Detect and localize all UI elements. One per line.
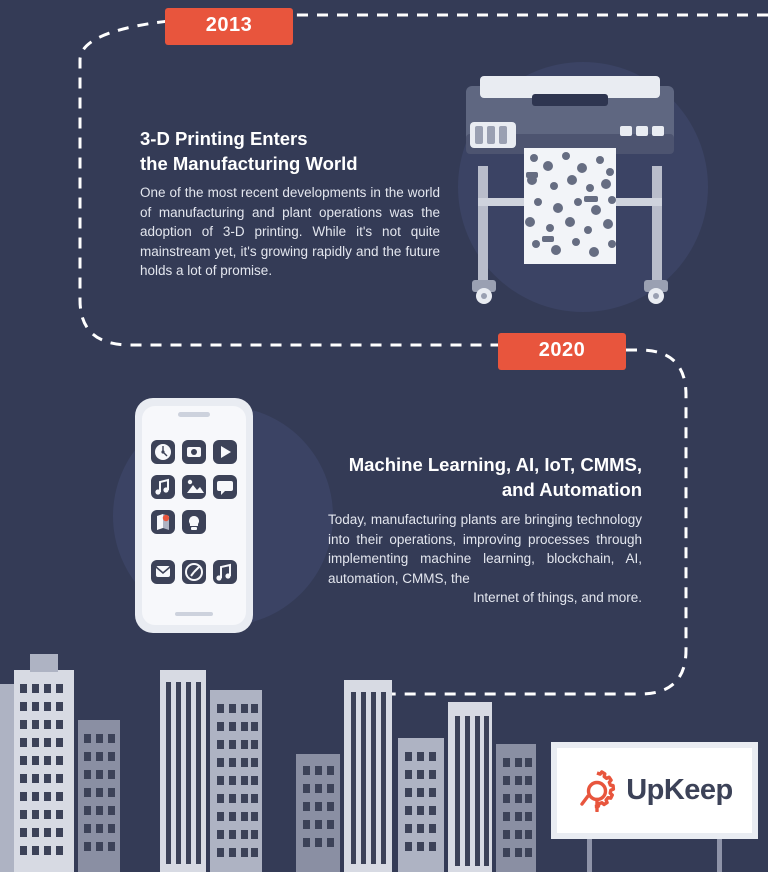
year-badge-2020: 2020: [498, 333, 626, 370]
upkeep-sign: [551, 742, 758, 872]
3d-printer-icon: [462, 76, 678, 304]
title-line-2: and Automation: [501, 479, 642, 500]
sign-post-right: [717, 838, 722, 872]
block-title-3d-printing: [140, 126, 460, 176]
block-body-3d-printing: One of the most recent developments in the world of manufacturing and plant operations was the adoption of 3-D printing. While it's not quite mainstream yet, it's growing rapidly and the future holds a lot of promise.: [140, 185, 440, 278]
sign-post-left: [587, 838, 592, 872]
upkeep-gear-logo: [576, 770, 618, 812]
sign-board: [551, 742, 758, 839]
brand-name: UpKeep: [626, 774, 733, 806]
block-body-machine-learning: [328, 510, 642, 608]
body-main: Today, manufacturing plants are bringing technology into their operations, improving processes through implementing machine learning, blockchain, AI, automation, CMMS, the: [328, 512, 642, 586]
title-line-1: 3-D Printing Enters: [140, 128, 308, 149]
year-badge-2013: 2013: [165, 8, 293, 45]
smartphone-icon: [135, 398, 253, 633]
title-line-2: the Manufacturing World: [140, 153, 358, 174]
block-title-machine-learning: [328, 452, 642, 502]
body-last-line: Internet of things, and more.: [473, 590, 642, 605]
title-line-1: Machine Learning, AI, IoT, CMMS,: [348, 454, 642, 475]
